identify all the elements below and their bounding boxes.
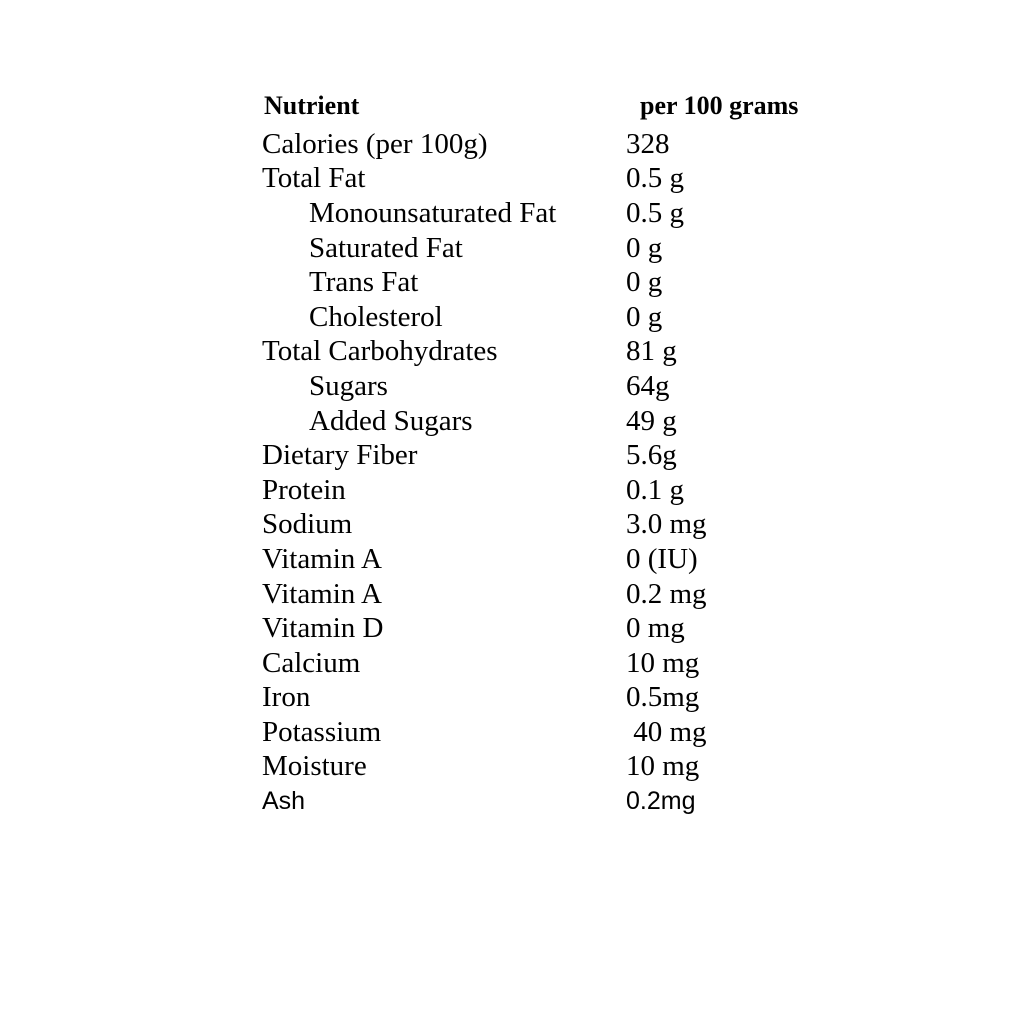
nutrient-value: 0.5 g [626,162,684,195]
nutrient-name: Protein [262,473,346,506]
nutrient-column-header: Nutrient [264,91,360,120]
nutrient-name: Saturated Fat [309,231,463,264]
table-row [262,404,882,439]
nutrient-name: Vitamin D [262,612,384,645]
nutrient-value: 0.1 g [626,473,684,506]
nutrient-name: Added Sugars [309,404,473,437]
table-row [262,196,882,231]
nutrient-value: 0 g [626,266,663,299]
table-row [262,473,882,508]
nutrient-name: Sodium [262,508,353,541]
nutrient-name: Sugars [309,369,388,402]
nutrient-name: Vitamin A [262,577,382,610]
table-row [262,750,882,785]
nutrient-value: 5.6g [626,439,677,472]
nutrient-name: Cholesterol [309,300,443,333]
nutrient-value: 40 mg [626,715,707,748]
table-row [262,127,882,162]
nutrient-value: 0.2mg [626,787,696,816]
table-row [262,681,882,716]
table-row [262,335,882,370]
nutrient-name: Monounsaturated Fat [309,196,557,229]
table-row [262,611,882,646]
nutrient-name: Total Fat [262,162,366,195]
table-header [262,89,882,123]
table-row [262,577,882,612]
nutrition-table [262,89,882,819]
nutrient-name: Calories (per 100g) [262,127,488,160]
nutrient-value: 10 mg [626,750,700,783]
table-row [262,369,882,404]
nutrient-value: 0.5 g [626,196,684,229]
nutrient-name: Iron [262,681,311,714]
nutrient-name: Potassium [262,715,382,748]
nutrient-value: 0 (IU) [626,542,698,575]
table-row [262,646,882,681]
nutrient-value: 0 g [626,231,663,264]
nutrient-value: 0 g [626,300,663,333]
nutrient-name: Vitamin A [262,542,382,575]
nutrient-name: Trans Fat [309,266,419,299]
nutrient-value: 0.2 mg [626,577,707,610]
table-row [262,438,882,473]
table-row [262,300,882,335]
nutrient-value: 0.5mg [626,681,700,714]
nutrient-name: Calcium [262,646,361,679]
nutrient-value: 0 mg [626,612,685,645]
table-row [262,784,882,819]
table-row [262,162,882,197]
nutrient-name: Ash [262,787,306,816]
nutrient-name: Dietary Fiber [262,439,418,472]
per-100-grams-column-header: per 100 grams [640,91,799,120]
nutrient-value: 10 mg [626,646,700,679]
nutrient-value: 3.0 mg [626,508,707,541]
nutrient-value: 49 g [626,404,677,437]
table-row [262,265,882,300]
nutrient-name: Total Carbohydrates [262,335,498,368]
table-row [262,231,882,266]
nutrient-name: Moisture [262,750,367,783]
table-row [262,715,882,750]
nutrient-rows [262,127,882,819]
nutrient-value: 64g [626,369,670,402]
nutrient-value: 81 g [626,335,677,368]
table-row [262,542,882,577]
table-row [262,508,882,543]
nutrient-value: 328 [626,127,670,160]
